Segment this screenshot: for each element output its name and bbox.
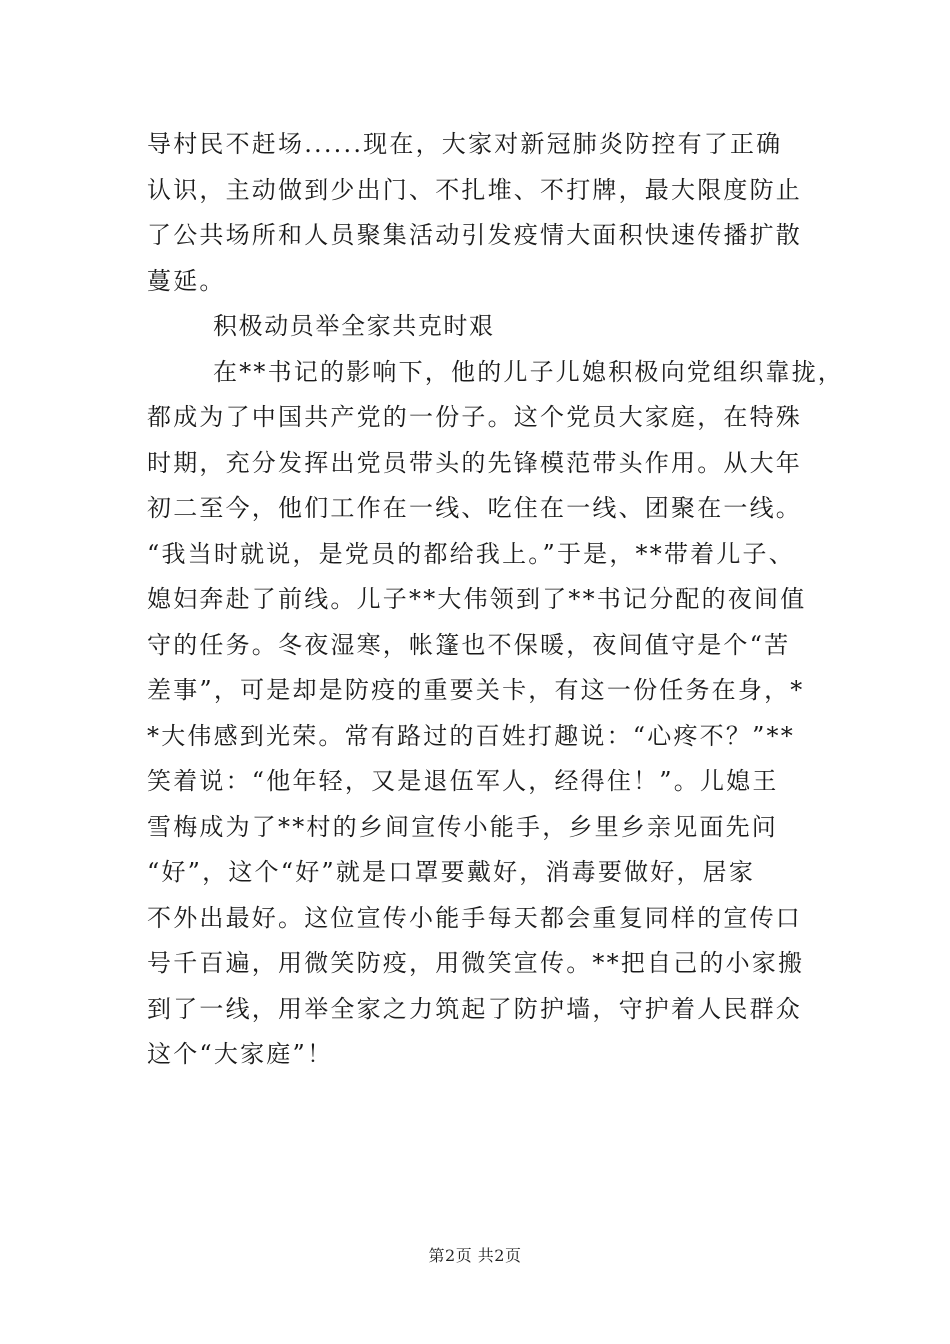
text-line: 号千百遍，用微笑防疫，用微笑宣传。**把自己的小家搬 [147,949,805,977]
text-line: 雪梅成为了**村的乡间宣传小能手，乡里乡亲见面先问 [147,812,778,841]
text-line: 都成为了中国共产党的一份子。这个党员大家庭，在特殊 [147,403,802,431]
text-line: “我当时就说，是党员的都给我上。”于是，**带着儿子、 [147,539,795,568]
body-text [147,122,844,1078]
text-line: “好”，这个“好”就是口罩要戴好，消毒要做好，居家 [147,858,756,886]
text-line: 导村民不赶场......现在，大家对新冠肺炎防控有了正确 [147,130,783,158]
text-line: 时期，充分发挥出党员带头的先锋模范带头作用。从大年 [147,448,802,477]
text-line: 到了一线，用举全家之力筑起了防护墙，守护着人民群众 [147,994,802,1023]
text-line: 了公共场所和人员聚集活动引发疫情大面积快速传播扩散 [147,221,802,249]
text-line: *大伟感到光荣。常有路过的百姓打趣说：“心疼不？”** [147,721,795,750]
text-line: 不外出最好。这位宣传小能手每天都会重复同样的宣传口 [147,903,802,932]
text-line: 媳妇奔赴了前线。儿子**大伟领到了**书记分配的夜间值 [147,585,807,613]
text-line: 蔓延。 [147,266,226,295]
text-line: 守的任务。冬夜湿寒，帐篷也不保暖，夜间值守是个“苦 [147,630,791,659]
text-line: 差事”，可是却是防疫的重要关卡，有这一份任务在身，* [147,676,805,704]
text-line: 初二至今，他们工作在一线、吃住在一线、团聚在一线。 [147,494,802,522]
page-number: 第2页 共2页 [428,1246,522,1265]
text-line: 这个“大家庭”！ [147,1040,334,1068]
text-line: 在**书记的影响下，他的儿子儿媳积极向党组织靠拢， [213,357,844,386]
text-line: 认识，主动做到少出门、不扎堆、不打牌，最大限度防止 [147,175,802,204]
section-heading: 积极动员举全家共克时艰 [213,312,495,340]
text-line: 笑着说：“他年轻，又是退伍军人，经得住！”。儿媳王 [147,767,779,795]
